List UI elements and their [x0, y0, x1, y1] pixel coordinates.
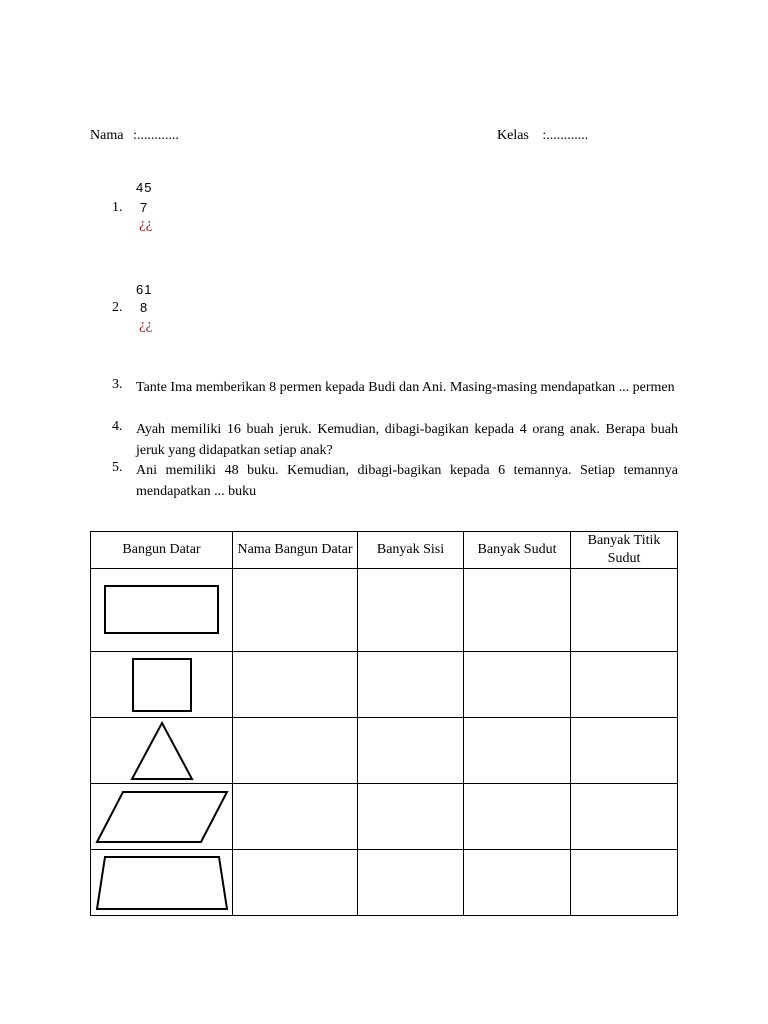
- shape-cell-square: [91, 652, 233, 718]
- sides-cell[interactable]: [358, 784, 464, 850]
- table-row: [91, 850, 678, 916]
- sides-cell[interactable]: [358, 569, 464, 652]
- shape-cell-parallelogram: [91, 784, 233, 850]
- sides-cell[interactable]: [358, 718, 464, 784]
- division-2-divisor: 8: [140, 300, 149, 315]
- name-cell[interactable]: [233, 784, 358, 850]
- angles-cell[interactable]: [464, 850, 571, 916]
- name-cell[interactable]: [233, 850, 358, 916]
- header-nama-bangun-datar: Nama Bangun Datar: [233, 532, 358, 569]
- name-cell[interactable]: [233, 652, 358, 718]
- angles-cell[interactable]: [464, 784, 571, 850]
- header-bangun-datar: Bangun Datar: [91, 532, 233, 569]
- class-value: :............: [542, 128, 589, 143]
- shape-cell-triangle: [91, 718, 233, 784]
- trapezoid-shape: [95, 855, 229, 911]
- problem-4-number: 4.: [112, 419, 123, 434]
- table-header-row: [91, 532, 678, 569]
- name-label: [90, 128, 179, 144]
- table-row: [91, 569, 678, 652]
- shapes-table: [90, 531, 678, 916]
- division-2-number: 2.: [112, 300, 123, 315]
- parallelogram-shape: [95, 790, 229, 844]
- vertices-cell[interactable]: [571, 784, 678, 850]
- name-label-text: Nama: [90, 128, 124, 143]
- vertices-cell[interactable]: [571, 718, 678, 784]
- division-2-symbol: ¿¿: [139, 317, 153, 333]
- vertices-cell[interactable]: [571, 652, 678, 718]
- angles-cell[interactable]: [464, 569, 571, 652]
- problem-4-text: Ayah memiliki 16 buah jeruk. Kemudian, dibagi-bagikan kepada 4 orang anak. Berapa buah jeruk yang didapatkan setiap anak?: [136, 422, 678, 458]
- division-1-number: 1.: [112, 200, 123, 215]
- angles-cell[interactable]: [464, 652, 571, 718]
- name-cell[interactable]: [233, 718, 358, 784]
- table-row: [91, 652, 678, 718]
- class-label-text: Kelas: [497, 128, 529, 143]
- shape-cell-trapezoid: [91, 850, 233, 916]
- header-banyak-titik-sudut: Banyak Titik Sudut: [571, 532, 678, 569]
- header-banyak-sudut: Banyak Sudut: [464, 532, 571, 569]
- problem-5-text: Ani memiliki 48 buku. Kemudian, dibagi-bagikan kepada 6 temannya. Setiap temannya mendapatkan ... buku: [136, 463, 678, 499]
- table-row: [91, 784, 678, 850]
- class-label: [497, 128, 588, 144]
- problem-5-number: 5.: [112, 460, 123, 475]
- header-banyak-sisi: Banyak Sisi: [358, 532, 464, 569]
- rectangle-shape: [102, 584, 222, 636]
- vertices-cell[interactable]: [571, 850, 678, 916]
- triangle-shape: [130, 721, 194, 781]
- name-value: :............: [132, 128, 179, 143]
- division-1-dividend: 45: [136, 180, 153, 195]
- name-cell[interactable]: [233, 569, 358, 652]
- square-shape: [131, 657, 193, 713]
- division-1-symbol: ¿¿: [139, 216, 153, 232]
- shape-cell-rectangle: [91, 569, 233, 652]
- table-row: [91, 718, 678, 784]
- problem-3-number: 3.: [112, 377, 123, 392]
- angles-cell[interactable]: [464, 718, 571, 784]
- sides-cell[interactable]: [358, 652, 464, 718]
- division-2-dividend: 61: [136, 282, 153, 297]
- sides-cell[interactable]: [358, 850, 464, 916]
- problem-3-text: Tante Ima memberikan 8 permen kepada Budi dan Ani. Masing-masing mendapatkan ... permen: [136, 380, 675, 395]
- vertices-cell[interactable]: [571, 569, 678, 652]
- division-1-divisor: 7: [140, 200, 149, 215]
